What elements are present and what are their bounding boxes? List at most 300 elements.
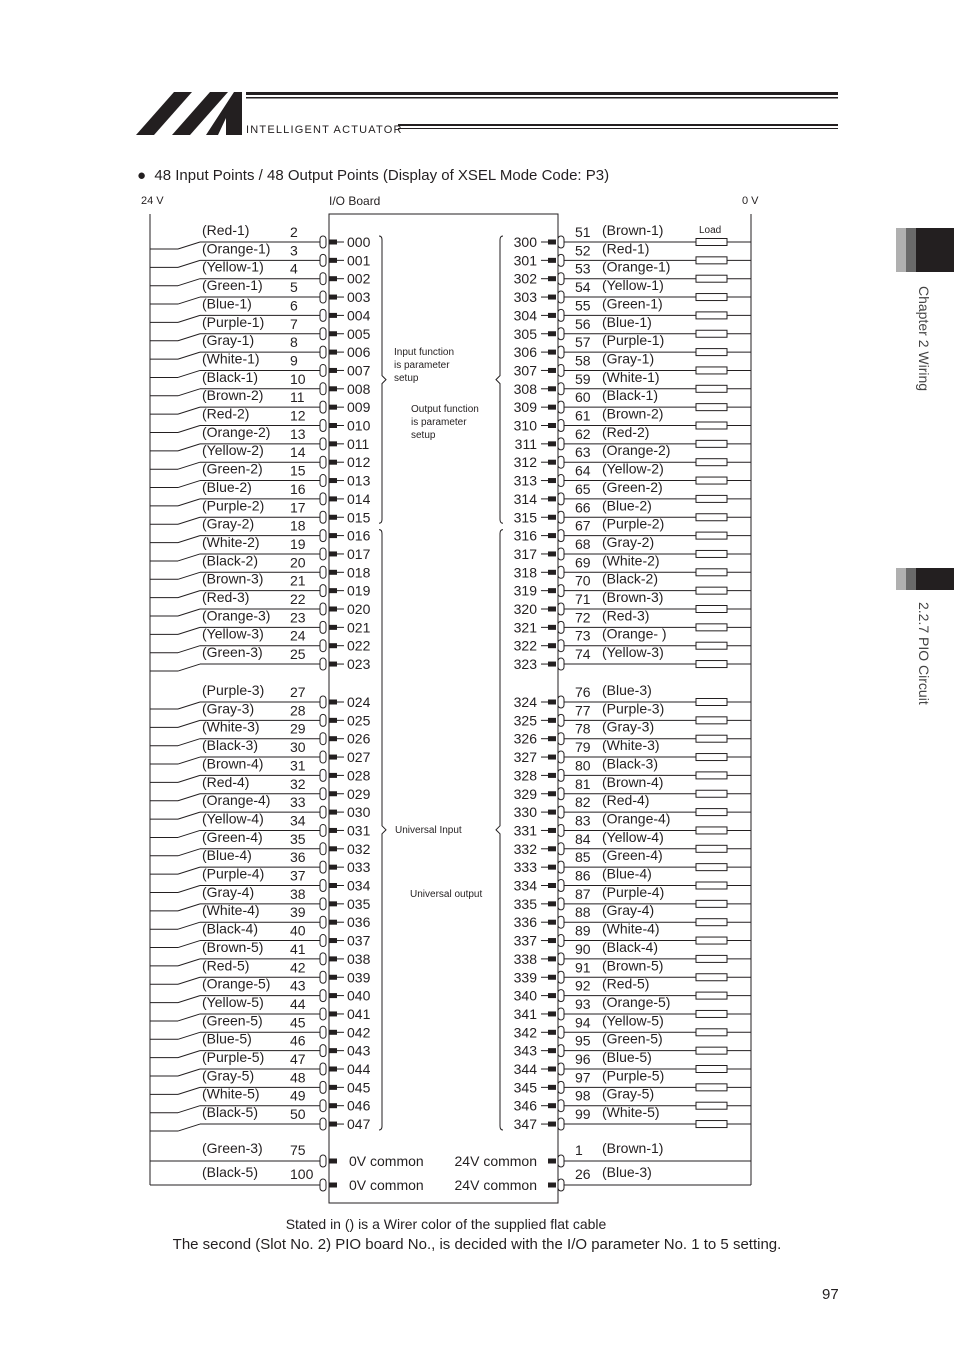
input-connector bbox=[320, 1118, 326, 1130]
input-contact bbox=[329, 258, 337, 263]
right-pin-number: 81 bbox=[575, 775, 591, 792]
input-connector bbox=[320, 566, 326, 578]
output-contact bbox=[548, 791, 556, 796]
input-port-number: 043 bbox=[347, 1042, 371, 1059]
left-pin-number: 3 bbox=[290, 242, 298, 259]
right-pin-number: 68 bbox=[575, 535, 591, 552]
load-resistor bbox=[696, 864, 727, 871]
right-wire-color: (White-1) bbox=[602, 368, 660, 385]
left-pin-number: 46 bbox=[290, 1032, 306, 1049]
input-contact bbox=[329, 570, 337, 575]
common-left-connector bbox=[320, 1179, 326, 1191]
output-connector bbox=[558, 383, 564, 395]
output-contact bbox=[548, 240, 556, 245]
left-pin-number: 12 bbox=[290, 407, 306, 424]
output-contact bbox=[548, 607, 556, 612]
input-contact bbox=[329, 643, 337, 648]
input-port-number: 001 bbox=[347, 252, 371, 269]
common-left-wire-color: (Black-5) bbox=[202, 1164, 259, 1180]
common-right-pin-number: 26 bbox=[575, 1166, 591, 1182]
input-contact bbox=[329, 386, 337, 391]
left-wire-color: (White-2) bbox=[202, 533, 260, 550]
right-wire-color: (Brown-4) bbox=[602, 773, 664, 790]
output-connector bbox=[558, 566, 564, 578]
output-port-number: 302 bbox=[513, 270, 537, 287]
left-wire-diagonal bbox=[178, 536, 200, 543]
right-pin-number: 91 bbox=[575, 959, 591, 976]
input-connector bbox=[320, 640, 326, 652]
left-pin-number: 15 bbox=[290, 462, 306, 479]
right-pin-number: 60 bbox=[575, 389, 591, 406]
left-pin-number: 9 bbox=[290, 352, 298, 369]
output-connector bbox=[558, 548, 564, 560]
input-contact bbox=[329, 295, 337, 300]
input-contact bbox=[329, 350, 337, 355]
load-resistor bbox=[696, 1121, 727, 1128]
common-left-pin-number: 75 bbox=[290, 1142, 306, 1158]
input-contact bbox=[329, 441, 337, 446]
right-pin-number: 69 bbox=[575, 554, 591, 571]
output-connector bbox=[558, 806, 564, 818]
output-contact bbox=[548, 1122, 556, 1127]
left-wire-diagonal bbox=[178, 481, 200, 488]
left-wire-diagonal bbox=[178, 867, 200, 874]
right-wire-color: (Orange-4) bbox=[602, 810, 671, 827]
right-pin-number: 56 bbox=[575, 315, 591, 332]
input-port-number: 024 bbox=[347, 694, 371, 710]
output-connector bbox=[558, 456, 564, 468]
input-connector bbox=[320, 236, 326, 248]
input-connector bbox=[320, 990, 326, 1002]
input-contact bbox=[329, 718, 337, 723]
output-connector bbox=[558, 824, 564, 836]
left-wire-diagonal bbox=[178, 922, 200, 929]
load-resistor bbox=[696, 900, 727, 907]
input-contact bbox=[329, 1103, 337, 1108]
input-port-number: 014 bbox=[347, 490, 371, 507]
output-port-number: 330 bbox=[513, 804, 537, 821]
input-connector bbox=[320, 456, 326, 468]
input-port-number: 030 bbox=[347, 804, 371, 821]
left-pin-number: 43 bbox=[290, 977, 306, 994]
output-port-number: 328 bbox=[513, 767, 537, 784]
left-pin-number: 28 bbox=[290, 702, 306, 719]
right-wire-color: (Purple-3) bbox=[602, 700, 665, 717]
output-contact bbox=[548, 405, 556, 410]
right-pin-number: 88 bbox=[575, 904, 591, 921]
input-function-brace bbox=[379, 236, 386, 523]
input-port-number: 042 bbox=[347, 1024, 371, 1041]
left-wire-diagonal bbox=[178, 370, 200, 377]
output-connector bbox=[558, 898, 564, 910]
load-resistor bbox=[696, 1010, 727, 1017]
input-port-number: 003 bbox=[347, 289, 371, 306]
input-port-number: 000 bbox=[347, 234, 371, 250]
output-port-number: 335 bbox=[513, 895, 537, 912]
load-resistor bbox=[696, 919, 727, 926]
twentyfour-volt-common-label: 24V common bbox=[454, 1177, 537, 1193]
input-contact bbox=[329, 1085, 337, 1090]
right-wire-color: (Green-4) bbox=[602, 847, 663, 864]
left-pin-number: 25 bbox=[290, 646, 306, 663]
input-connector bbox=[320, 530, 326, 542]
input-port-number: 039 bbox=[347, 969, 371, 986]
output-port-number: 343 bbox=[513, 1042, 537, 1059]
load-resistor bbox=[696, 845, 727, 852]
output-connector bbox=[558, 475, 564, 487]
input-connector bbox=[320, 438, 326, 450]
output-port-number: 345 bbox=[513, 1079, 537, 1096]
left-pin-number: 35 bbox=[290, 830, 306, 847]
output-contact bbox=[548, 938, 556, 943]
output-contact bbox=[548, 773, 556, 778]
left-wire-diagonal bbox=[178, 646, 200, 653]
right-wire-color: (Black-1) bbox=[602, 387, 659, 404]
left-wire-color: (Red-2) bbox=[202, 405, 250, 422]
left-wire-diagonal bbox=[178, 849, 200, 856]
input-connector bbox=[320, 1008, 326, 1020]
left-wire-diagonal bbox=[178, 1124, 200, 1131]
load-resistor bbox=[696, 772, 727, 779]
left-pin-number: 34 bbox=[290, 812, 306, 829]
input-contact bbox=[329, 240, 337, 245]
input-contact bbox=[329, 773, 337, 778]
left-wire-color: (White-4) bbox=[202, 902, 260, 919]
label-0v: 0 V bbox=[742, 195, 759, 207]
left-pin-number: 50 bbox=[290, 1106, 306, 1123]
common-right-contact bbox=[548, 1159, 556, 1164]
output-connector bbox=[558, 291, 564, 303]
right-pin-number: 82 bbox=[575, 794, 591, 811]
left-pin-number: 14 bbox=[290, 444, 306, 461]
left-wire-diagonal bbox=[178, 794, 200, 801]
output-port-number: 344 bbox=[513, 1061, 537, 1077]
load-resistor bbox=[696, 459, 727, 466]
right-wire-color: (Green-1) bbox=[602, 295, 663, 312]
input-contact bbox=[329, 496, 337, 501]
right-pin-number: 65 bbox=[575, 480, 591, 497]
output-connector bbox=[558, 493, 564, 505]
output-port-number: 326 bbox=[513, 730, 537, 747]
output-port-number: 337 bbox=[513, 932, 537, 949]
output-port-number: 332 bbox=[513, 840, 537, 857]
left-pin-number: 19 bbox=[290, 535, 306, 552]
universal-output-label: Universal output bbox=[410, 889, 483, 900]
left-wire-color: (Gray-4) bbox=[202, 883, 255, 900]
right-pin-number: 79 bbox=[575, 739, 591, 756]
output-port-number: 340 bbox=[513, 987, 537, 1004]
input-port-number: 021 bbox=[347, 619, 371, 636]
input-port-number: 015 bbox=[347, 509, 371, 526]
left-wire-color: (Yellow-3) bbox=[202, 625, 264, 642]
output-contact bbox=[548, 846, 556, 851]
output-contact bbox=[548, 478, 556, 483]
left-wire-diagonal bbox=[178, 1069, 200, 1076]
common-right-connector bbox=[558, 1155, 564, 1167]
load-resistor bbox=[696, 385, 727, 392]
input-connector bbox=[320, 696, 326, 708]
right-pin-number: 61 bbox=[575, 407, 591, 424]
right-wire-color: (Brown-3) bbox=[602, 589, 664, 605]
twentyfour-volt-common-label: 24V common bbox=[454, 1153, 537, 1169]
left-wire-color: (Orange-4) bbox=[202, 792, 271, 809]
input-port-number: 034 bbox=[347, 877, 371, 894]
right-wire-color: (White-3) bbox=[602, 737, 660, 754]
common-right-pin-number: 1 bbox=[575, 1142, 583, 1158]
title-text: 48 Input Points / 48 Output Points (Display of XSEL Mode Code: P3) bbox=[154, 167, 610, 184]
input-contact bbox=[329, 1030, 337, 1035]
left-wire-color: (Gray-5) bbox=[202, 1067, 255, 1084]
input-contact bbox=[329, 625, 337, 630]
output-port-number: 316 bbox=[513, 527, 537, 544]
output-contact bbox=[548, 956, 556, 961]
left-wire-diagonal bbox=[178, 977, 200, 984]
load-resistor bbox=[696, 477, 727, 484]
output-port-number: 336 bbox=[513, 914, 537, 931]
right-wire-color: (White-2) bbox=[602, 552, 660, 569]
load-resistor bbox=[696, 955, 727, 962]
input-port-number: 040 bbox=[347, 987, 371, 1004]
common-right-contact bbox=[548, 1183, 556, 1188]
common-left-connector bbox=[320, 1155, 326, 1167]
output-connector bbox=[558, 953, 564, 965]
right-wire-color: (Brown-2) bbox=[602, 405, 664, 422]
input-contact bbox=[329, 736, 337, 741]
left-wire-color: (Yellow-4) bbox=[202, 810, 264, 827]
input-contact bbox=[329, 883, 337, 888]
common-left-contact bbox=[329, 1159, 337, 1164]
right-wire-color: (Gray-1) bbox=[602, 350, 655, 367]
output-contact bbox=[548, 551, 556, 556]
left-wire-diagonal bbox=[178, 941, 200, 948]
load-resistor bbox=[696, 532, 727, 539]
input-port-number: 035 bbox=[347, 895, 371, 912]
input-port-number: 029 bbox=[347, 785, 371, 802]
output-port-number: 307 bbox=[513, 362, 537, 379]
input-connector bbox=[320, 1100, 326, 1112]
input-connector bbox=[320, 658, 326, 670]
right-wire-color: (Blue-4) bbox=[602, 865, 652, 882]
load-resistor bbox=[696, 754, 727, 761]
left-wire-diagonal bbox=[178, 1087, 200, 1094]
left-wire-diagonal bbox=[178, 334, 200, 341]
right-wire-color: (Blue-2) bbox=[602, 497, 652, 514]
left-pin-number: 4 bbox=[290, 260, 298, 277]
right-wire-color: (Purple-5) bbox=[602, 1067, 665, 1084]
output-port-number: 342 bbox=[513, 1024, 537, 1041]
left-wire-color: (Purple-4) bbox=[202, 865, 265, 882]
input-connector bbox=[320, 751, 326, 763]
right-pin-number: 57 bbox=[575, 334, 591, 351]
input-port-number: 016 bbox=[347, 527, 371, 544]
output-contact bbox=[548, 368, 556, 373]
footnote-slot-setting: The second (Slot No. 2) PIO board No., is decided with the I/O parameter No. 1 to 5 setting. bbox=[172, 1236, 782, 1253]
input-connector bbox=[320, 898, 326, 910]
output-port-number: 303 bbox=[513, 289, 537, 306]
input-port-number: 047 bbox=[347, 1116, 371, 1133]
load-resistor bbox=[696, 349, 727, 356]
output-connector bbox=[558, 696, 564, 708]
output-connector bbox=[558, 1100, 564, 1112]
zero-volt-common-label: 0V common bbox=[349, 1177, 424, 1193]
input-port-number: 009 bbox=[347, 399, 371, 416]
load-resistor bbox=[696, 974, 727, 981]
output-port-number: 314 bbox=[513, 490, 537, 507]
input-contact bbox=[329, 368, 337, 373]
right-wire-color: (Blue-3) bbox=[602, 682, 652, 698]
brand-text: INTELLIGENT ACTUATOR bbox=[246, 124, 403, 136]
section-tab-label: 2.2.7 PIO Circuit bbox=[916, 602, 932, 705]
right-wire-color: (Purple-1) bbox=[602, 332, 665, 349]
right-pin-number: 98 bbox=[575, 1087, 591, 1104]
left-pin-number: 18 bbox=[290, 517, 306, 534]
left-wire-diagonal bbox=[178, 739, 200, 746]
input-port-number: 038 bbox=[347, 950, 371, 967]
input-port-number: 010 bbox=[347, 417, 371, 434]
universal-input-label: Universal Input bbox=[395, 825, 462, 836]
output-connector bbox=[558, 640, 564, 652]
input-connector bbox=[320, 603, 326, 615]
left-wire-diagonal bbox=[178, 609, 200, 616]
input-contact bbox=[329, 1067, 337, 1072]
output-connector bbox=[558, 935, 564, 947]
output-contact bbox=[548, 883, 556, 888]
output-connector bbox=[558, 346, 564, 358]
output-connector bbox=[558, 1118, 564, 1130]
left-pin-number: 39 bbox=[290, 904, 306, 921]
left-pin-number: 49 bbox=[290, 1087, 306, 1104]
left-pin-number: 44 bbox=[290, 995, 306, 1012]
input-contact bbox=[329, 700, 337, 705]
left-wire-color: (Orange-5) bbox=[202, 975, 271, 992]
input-function-note: is parameter bbox=[394, 360, 450, 371]
left-wire-color: (White-1) bbox=[202, 350, 260, 367]
input-connector bbox=[320, 1026, 326, 1038]
load-resistor bbox=[696, 1102, 727, 1109]
left-wire-color: (Brown-3) bbox=[202, 570, 264, 587]
right-pin-number: 52 bbox=[575, 242, 591, 259]
left-wire-diagonal bbox=[178, 426, 200, 433]
left-pin-number: 23 bbox=[290, 609, 306, 626]
right-pin-number: 67 bbox=[575, 517, 591, 534]
input-connector bbox=[320, 420, 326, 432]
right-wire-color: (White-4) bbox=[602, 920, 660, 937]
right-wire-color: (Black-2) bbox=[602, 570, 659, 587]
output-contact bbox=[548, 700, 556, 705]
right-wire-color: (Yellow-3) bbox=[602, 644, 664, 661]
right-pin-number: 80 bbox=[575, 757, 591, 774]
left-wire-color: (Red-3) bbox=[202, 589, 250, 605]
left-wire-color: (Blue-4) bbox=[202, 847, 252, 864]
right-pin-number: 51 bbox=[575, 224, 591, 240]
right-wire-color: (Yellow-2) bbox=[602, 460, 664, 477]
output-port-number: 329 bbox=[513, 785, 537, 802]
input-contact bbox=[329, 460, 337, 465]
load-resistor bbox=[696, 699, 727, 706]
right-pin-number: 87 bbox=[575, 885, 591, 902]
left-wire-diagonal bbox=[178, 591, 200, 598]
label-24v: 24 V bbox=[141, 195, 164, 207]
input-port-number: 006 bbox=[347, 344, 371, 361]
left-wire-color: (Blue-2) bbox=[202, 478, 252, 495]
output-connector bbox=[558, 733, 564, 745]
output-connector bbox=[558, 751, 564, 763]
right-pin-number: 83 bbox=[575, 812, 591, 829]
right-wire-color: (Blue-5) bbox=[602, 1049, 652, 1065]
left-wire-color: (Purple-3) bbox=[202, 682, 265, 698]
input-port-number: 031 bbox=[347, 822, 371, 839]
output-connector bbox=[558, 273, 564, 285]
right-wire-color: (Red-4) bbox=[602, 792, 650, 809]
input-port-number: 019 bbox=[347, 582, 371, 599]
input-connector bbox=[320, 916, 326, 928]
input-contact bbox=[329, 478, 337, 483]
left-pin-number: 13 bbox=[290, 425, 306, 442]
output-port-number: 315 bbox=[513, 509, 537, 526]
left-wire-color: (Brown-5) bbox=[202, 938, 264, 955]
right-pin-number: 84 bbox=[575, 830, 591, 847]
left-wire-color: (Brown-2) bbox=[202, 387, 264, 404]
output-connector bbox=[558, 788, 564, 800]
input-connector bbox=[320, 401, 326, 413]
right-pin-number: 97 bbox=[575, 1069, 591, 1086]
input-contact bbox=[329, 405, 337, 410]
output-contact bbox=[548, 1048, 556, 1053]
output-port-number: 304 bbox=[513, 307, 537, 324]
input-connector bbox=[320, 364, 326, 376]
output-contact bbox=[548, 570, 556, 575]
input-contact bbox=[329, 1122, 337, 1127]
output-connector bbox=[558, 309, 564, 321]
right-wire-color: (Red-5) bbox=[602, 975, 650, 992]
right-pin-number: 73 bbox=[575, 627, 591, 644]
output-port-number: 320 bbox=[513, 601, 537, 617]
common-left-pin-number: 100 bbox=[290, 1166, 314, 1182]
right-pin-number: 85 bbox=[575, 849, 591, 866]
left-wire-diagonal bbox=[178, 1051, 200, 1058]
load-resistor bbox=[696, 1066, 727, 1073]
input-port-number: 032 bbox=[347, 840, 371, 857]
input-function-note: Input function bbox=[394, 347, 455, 358]
left-pin-number: 2 bbox=[290, 224, 298, 240]
output-port-number: 338 bbox=[513, 950, 537, 967]
common-left-contact bbox=[329, 1183, 337, 1188]
input-connector bbox=[320, 806, 326, 818]
left-wire-diagonal bbox=[178, 664, 200, 671]
load-resistor bbox=[696, 495, 727, 502]
right-pin-number: 54 bbox=[575, 279, 591, 296]
output-port-number: 327 bbox=[513, 749, 537, 766]
input-connector bbox=[320, 511, 326, 523]
right-wire-color: (Blue-1) bbox=[602, 313, 652, 330]
right-pin-number: 77 bbox=[575, 702, 591, 719]
right-wire-color: (Orange-5) bbox=[602, 993, 671, 1010]
input-contact bbox=[329, 607, 337, 612]
right-pin-number: 53 bbox=[575, 260, 591, 277]
input-port-number: 028 bbox=[347, 767, 371, 784]
left-pin-number: 38 bbox=[290, 885, 306, 902]
left-wire-diagonal bbox=[178, 517, 200, 524]
right-pin-number: 90 bbox=[575, 940, 591, 957]
output-contact bbox=[548, 662, 556, 667]
left-pin-number: 10 bbox=[290, 370, 306, 387]
left-wire-color: (Gray-1) bbox=[202, 332, 255, 349]
input-connector bbox=[320, 309, 326, 321]
right-wire-color: (Purple-4) bbox=[602, 883, 665, 900]
left-wire-color: (Black-2) bbox=[202, 552, 259, 569]
output-connector bbox=[558, 420, 564, 432]
output-connector bbox=[558, 603, 564, 615]
